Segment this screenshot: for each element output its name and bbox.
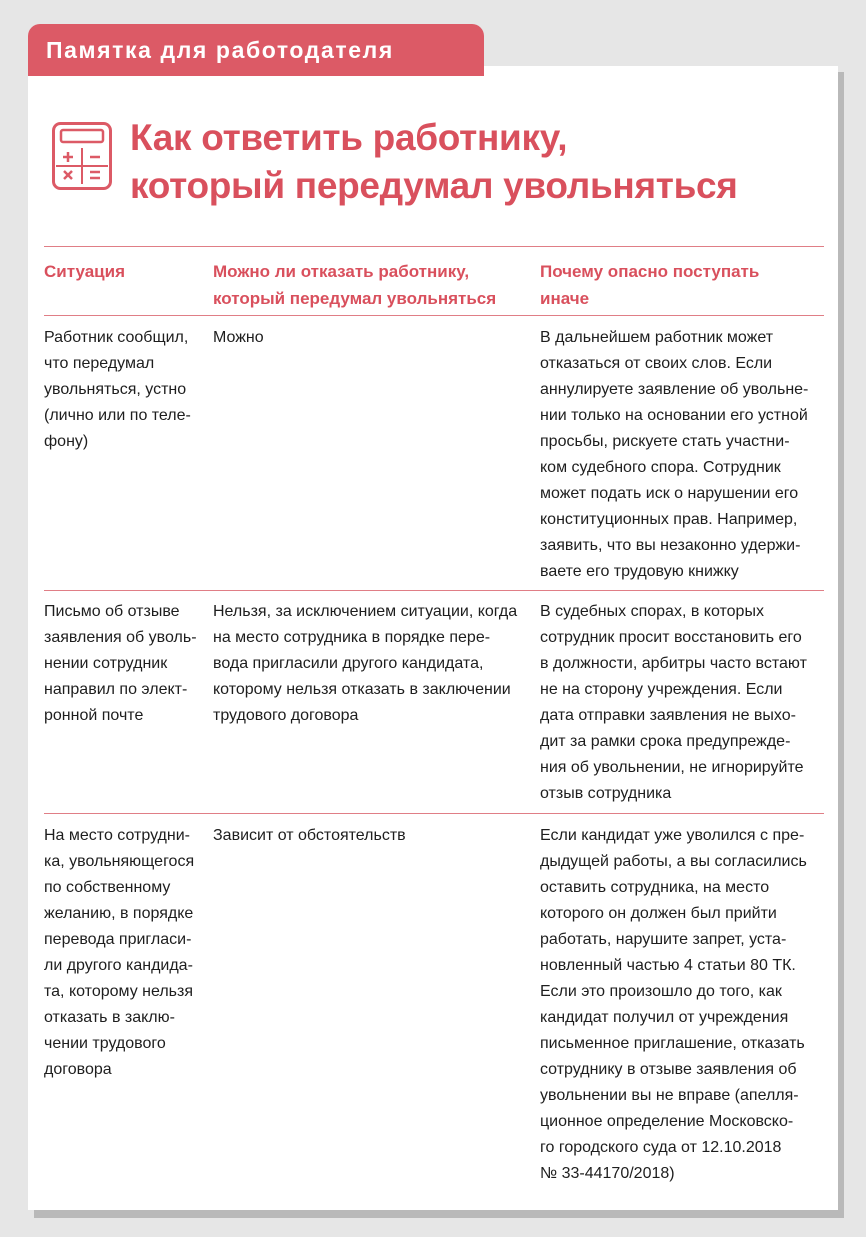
row-1-rule [44,590,824,591]
row-3-situation: На место сотрудни- ка, увольняющегося по собственному желанию, в порядке перевода пригласи- ли другого кандида- та, которому нельзя отказать в заклю- чении трудового договора [44,827,195,1078]
row-3-why: Если кандидат уже уволился с пре- дыдущей работы, а вы согласились оставить сотрудника, на место которого он должен был прийти работать, нарушите запрет, уста- новленный частью 4 статьи 80 ТК. Если это произошло до того, как кандидат получил от учреждения письменное приглашение, отказать сотруднику в отзыве заявления об увольнении вы не вправе (апелля- ционное определение Московско- го городского суда от 12.10.2018 № 33-44170/2018) [540,827,807,1182]
header-can-refuse: Можно ли отказать работнику, который передумал увольняться [213,262,497,308]
row-2-can-refuse: Нельзя, за исключением ситуации, когда на место сотрудника в порядке пере- вода пригласили другого кандидата, которому нельзя отказать в заключении трудового договора [213,603,518,724]
page-title [130,114,830,210]
row-2-rule [44,813,824,814]
row-2-situation: Письмо об отзыве заявления об уволь- нении сотрудник направил по элект- ронной почте [44,603,197,724]
row-1-can-refuse: Можно [213,329,264,346]
memo-badge: Памятка для работодателя [28,24,484,76]
row-1-situation: Работник сообщил, что передумал увольняться, устно (лично или по теле- фону) [44,329,191,450]
row-1-why: В дальнейшем работник может отказаться от своих слов. Если аннулируете заявление об увольне- нии только на основании его устной просьбы, рискуете стать участни- ком судебного спора. Сотрудник может подать иск о нарушении его конституционных прав. Например, заявить, что вы незаконно удержи- ваете его трудовую книжку [540,329,809,580]
calculator-icon [52,122,112,190]
header-situation: Ситуация [44,262,125,281]
title-line-1: Как ответить работнику, [130,117,568,158]
table-top-rule [44,246,824,247]
header-why: Почему опасно поступать иначе [540,262,760,308]
row-2-why: В судебных спорах, в которых сотрудник просит восстановить его в должности, арбитры часто встают не на сторону учреждения. Если дата отправки заявления не выхо- дит за рамки срока предупрежде- ния об увольнении, не игнорируйте отзыв сотрудника [540,603,807,802]
row-3-can-refuse: Зависит от обстоятельств [213,827,406,844]
title-line-2: который передумал увольняться [130,165,738,206]
header-rule [44,315,824,316]
